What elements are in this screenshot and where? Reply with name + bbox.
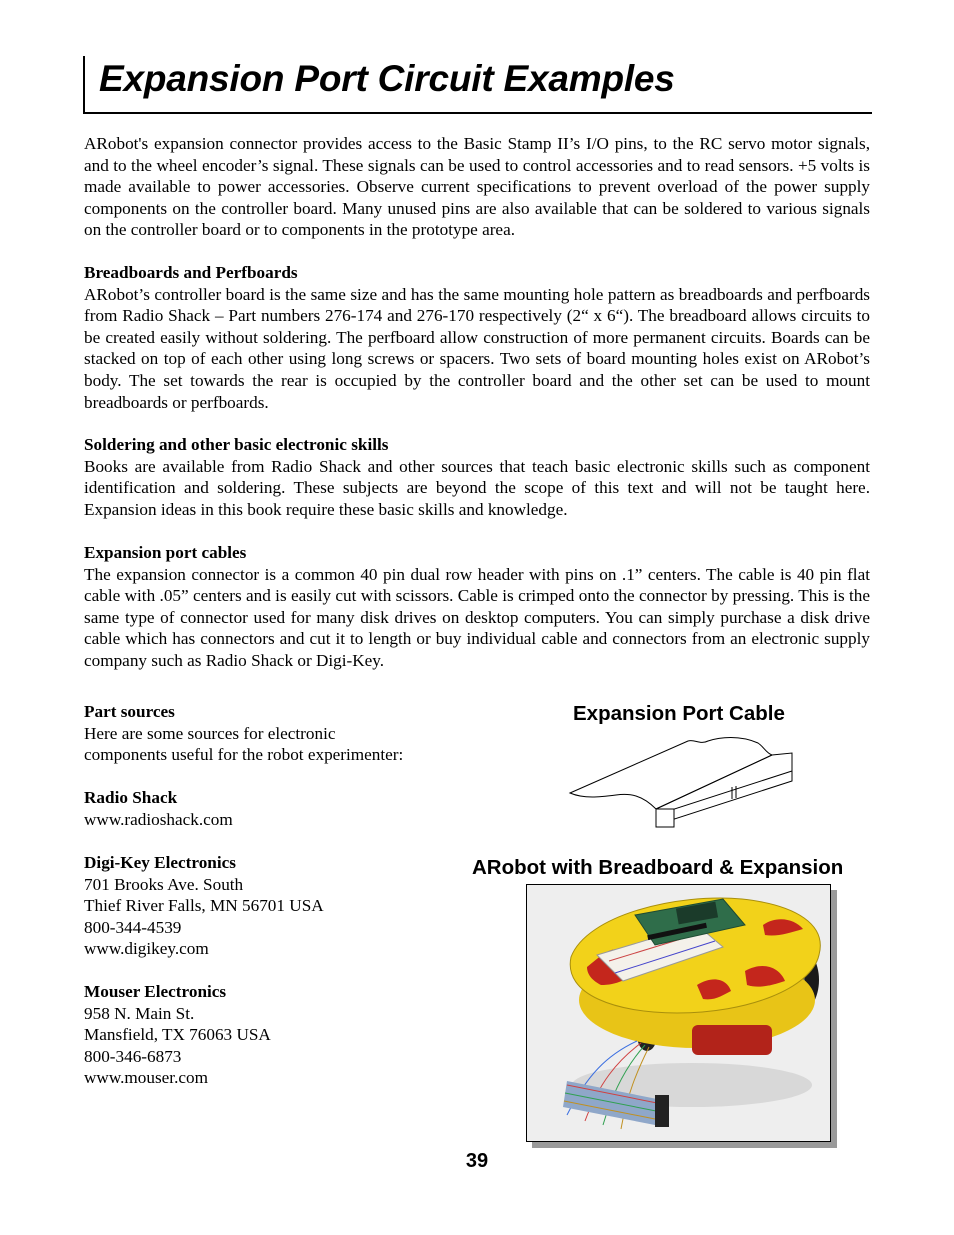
connector-block xyxy=(656,753,792,825)
ribbon-connector xyxy=(655,1095,669,1127)
part-sources xyxy=(84,701,464,766)
vendor-url: www.digikey.com xyxy=(84,939,209,959)
section-soldering xyxy=(84,434,870,520)
vendor-address: 701 Brooks Ave. South xyxy=(84,874,244,894)
section-breadboards xyxy=(84,262,870,413)
section-text: The expansion connector is a common 40 pin dual row header with pins on .1” centers. The cable is 40 pin flat cable with .05” centers and is easily cut with scissors. Cable is crimped onto the connector by pressing. This is the same type of connector used for many disk drives on desktop computers. You can simply purchase a disk drive cable which has connectors and cut it to length or buy individual cable and connectors from an electronic supply company such as Radio Shack or Digi-Key. xyxy=(84,564,870,670)
connector-edge xyxy=(656,755,772,809)
robot-photo xyxy=(526,884,831,1142)
cable-ribbon xyxy=(570,738,772,810)
section-cables xyxy=(84,542,870,672)
part-sources-line: components useful for the robot experimenter: xyxy=(84,745,404,765)
robot-illustration xyxy=(527,885,830,1141)
intro-paragraph xyxy=(84,133,870,241)
vendor-mouser xyxy=(84,981,464,1089)
section-heading: Soldering and other basic electronic skills xyxy=(84,435,389,454)
vendor-address: 958 N. Main St. xyxy=(84,1003,195,1023)
photo-figure-title: ARobot with Breadboard & Expansion xyxy=(472,856,844,879)
part-sources-heading: Part sources xyxy=(84,702,175,721)
vendor-radioshack xyxy=(84,787,464,830)
vendor-name: Radio Shack xyxy=(84,788,178,807)
vendor-digikey xyxy=(84,852,464,960)
cable-figure-title: Expansion Port Cable xyxy=(573,702,785,725)
intro-text: ARobot's expansion connector provides access to the Basic Stamp II’s I/O pins, to the RC servo motor signals, and to the wheel encoder’s signal. These signals can be used to control accessories and to read sensors. +5 volts is made available to power accessories. Observe current specifications to prevent overload of the power supply components on the controller board. Many unused pins are also available that can be soldered to various signals on the controller board or to components in the prototype area. xyxy=(84,134,870,240)
section-text: ARobot’s controller board is the same size and has the same mounting hole pattern as breadboards and perfboards from Radio Shack – Part numbers 276-174 and 276-170 respectively (2“ x 6“). The breadboard allows circuits to be created easily without soldering. The perfboard allow construction of more permanent circuits. Boards can be stacked on top of each other using long screws or spacers. Two sets of board mounting holes exist on ARobot’s body. The set towards the rear is occupied by the controller board and the other set can be used to mount breadboards or perfboards. xyxy=(84,284,870,412)
section-heading: Expansion port cables xyxy=(84,543,247,562)
title-box xyxy=(83,56,872,114)
section-text: Books are available from Radio Shack and other sources that teach basic electronic skills such as component identification and soldering. These subjects are beyond the scope of this text and will not be taught here. Expansion ideas in this book require these basic skills and knowledge. xyxy=(84,456,870,519)
page-title: Expansion Port Circuit Examples xyxy=(99,58,675,99)
vendor-phone: 800-346-6873 xyxy=(84,1046,182,1066)
cable-diagram xyxy=(560,735,810,835)
battery-pack xyxy=(692,1025,772,1055)
vendor-city: Thief River Falls, MN 56701 USA xyxy=(84,896,324,916)
vendor-phone: 800-344-4539 xyxy=(84,917,182,937)
vendor-url: www.mouser.com xyxy=(84,1068,208,1088)
robot-photo-frame xyxy=(526,884,831,1142)
part-sources-line: Here are some sources for electronic xyxy=(84,723,336,743)
section-heading: Breadboards and Perfboards xyxy=(84,263,298,282)
vendor-city: Mansfield, TX 76063 USA xyxy=(84,1025,271,1045)
vendor-name: Digi-Key Electronics xyxy=(84,853,236,872)
connector-end xyxy=(656,809,674,827)
vendor-url: www.radioshack.com xyxy=(84,809,233,829)
vendor-name: Mouser Electronics xyxy=(84,982,227,1001)
page-number: 39 xyxy=(465,1150,489,1172)
